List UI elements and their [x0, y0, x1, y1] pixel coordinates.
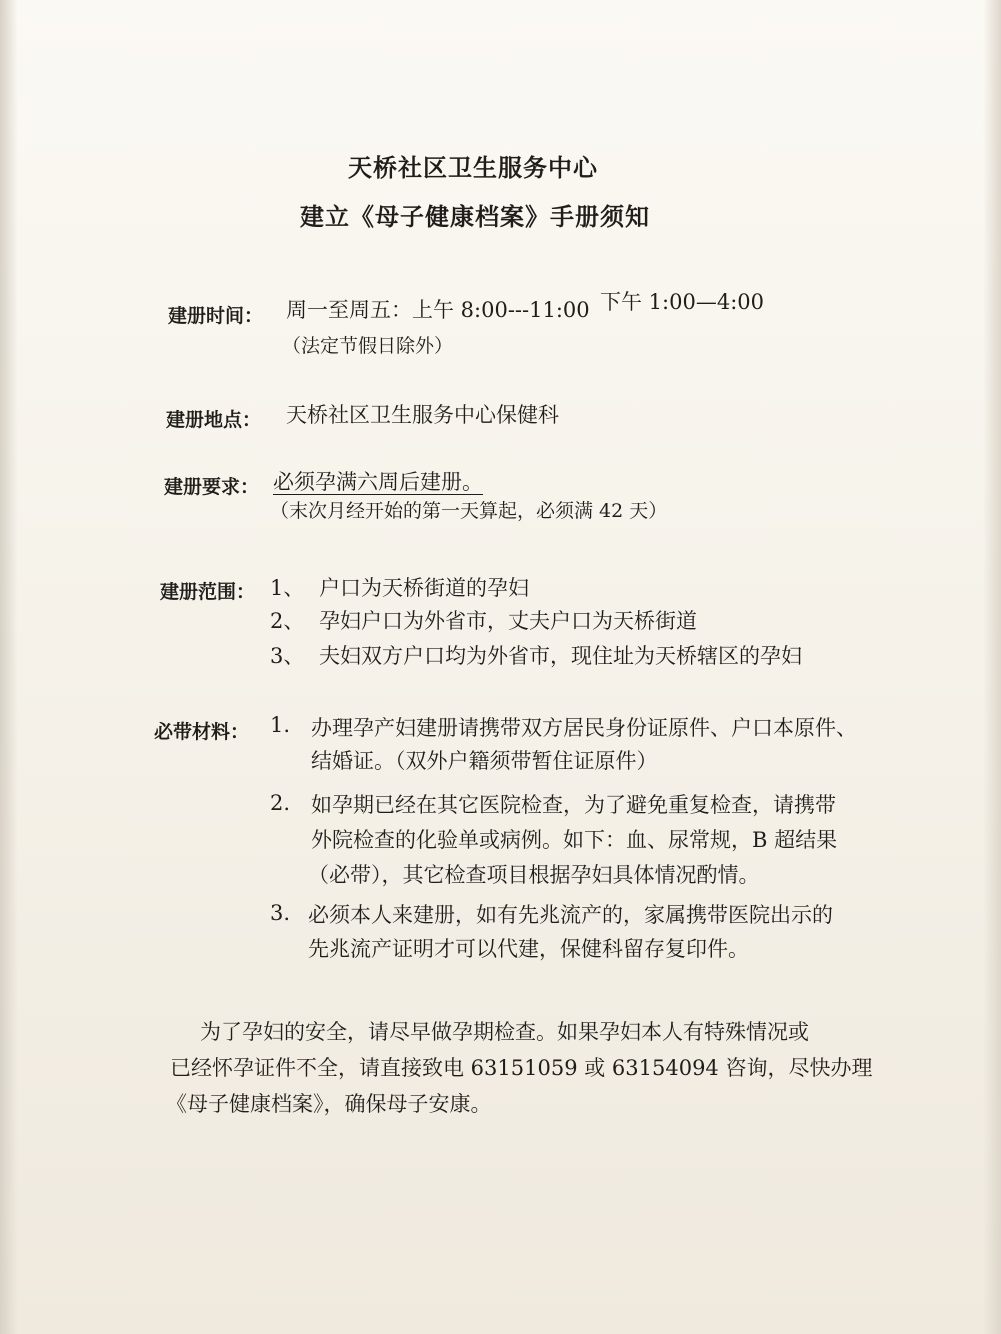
scope-item-number: 2、: [270, 609, 305, 633]
requirement-label: 建册要求：: [164, 476, 260, 498]
document-title: 天桥社区卫生服务中心: [348, 153, 598, 182]
scope-item-text: 户口为天桥街道的孕妇: [319, 576, 530, 600]
time-schedule: 周一至周五：上午 8:00---11:00: [286, 298, 590, 322]
materials-item-2-line-1: 如孕期已经在其它医院检查，为了避免重复检查，请携带: [311, 793, 836, 817]
closing-line-1: 为了孕妇的安全，请尽早做孕期检查。如果孕妇本人有特殊情况或: [200, 1020, 809, 1044]
requirement-value: 必须孕满六周后建册。: [273, 470, 483, 494]
scope-item-1: [270, 572, 529, 602]
materials-item-2-number: 2.: [270, 791, 291, 815]
materials-label: 必带材料：: [154, 721, 250, 743]
materials-item-1-line-2: 结婚证。（双外户籍须带暂住证原件）: [311, 749, 658, 773]
scope-item-3: [270, 640, 802, 670]
document-subtitle: 建立《母子健康档案》手册须知: [300, 202, 650, 231]
materials-item-1-line-1: 办理孕产妇建册请携带双方居民身份证原件、户口本原件、: [311, 716, 857, 740]
materials-item-2-line-2: 外院检查的化验单或病例。如下：血、尿常规，B 超结果: [311, 828, 838, 852]
requirement-note: （末次月经开始的第一天算起，必须满 42 天）: [270, 500, 668, 522]
scope-item-number: 1、: [270, 576, 305, 600]
materials-item-3-line-1: 必须本人来建册，如有先兆流产的，家属携带医院出示的: [308, 903, 833, 927]
scope-item-text: 夫妇双方户口均为外省市，现住址为天桥辖区的孕妇: [319, 644, 803, 668]
materials-item-3-line-2: 先兆流产证明才可以代建，保健科留存复印件。: [308, 937, 749, 961]
materials-item-1-number: 1.: [270, 713, 291, 737]
time-label: 建册时间：: [168, 305, 264, 327]
scope-item-2: [270, 605, 697, 635]
closing-line-2: 已经怀孕证件不全，请直接致电 63151059 或 63154094 咨询，尽快办理: [170, 1056, 873, 1080]
time-note: （法定节假日除外）: [282, 335, 454, 357]
location-label: 建册地点：: [166, 409, 262, 431]
time-afternoon: 下午 1:00—4:00: [600, 290, 764, 314]
scope-label: 建册范围：: [160, 581, 256, 603]
location-value: 天桥社区卫生服务中心保健科: [286, 403, 559, 427]
closing-line-3: 《母子健康档案》，确保母子安康。: [166, 1092, 492, 1116]
scope-item-text: 孕妇户口为外省市，丈夫户口为天桥街道: [319, 609, 698, 633]
scope-item-number: 3、: [270, 644, 305, 668]
materials-item-2-line-3: （必带），其它检查项目根据孕妇具体情况酌情。: [308, 863, 760, 887]
materials-item-3-number: 3.: [270, 901, 291, 925]
